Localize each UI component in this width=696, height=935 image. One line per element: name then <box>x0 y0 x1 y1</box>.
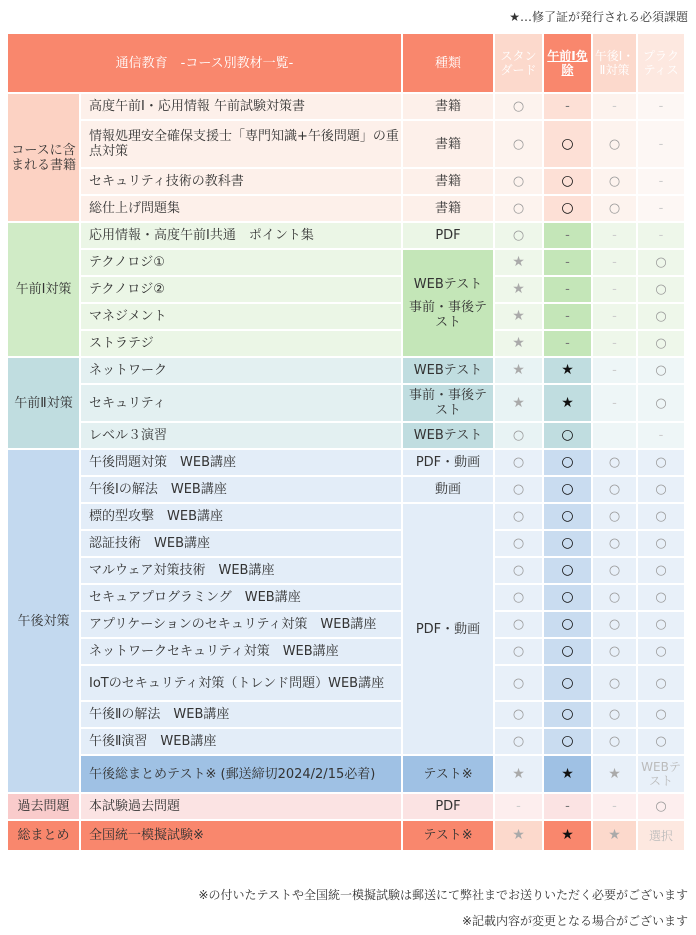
mark-practice: - <box>638 223 684 248</box>
mark-am1-exempt: ○ <box>544 702 591 727</box>
mark-standard: ★ <box>495 277 542 302</box>
mark-pm: ○ <box>593 531 636 556</box>
mark-practice: ○ <box>638 666 684 700</box>
mark-am1-exempt: ○ <box>544 196 591 221</box>
legend-note: ★…修了証が発行される必須課題 <box>509 10 688 24</box>
section-label-am2: 午前Ⅱ対策 <box>8 358 79 448</box>
mark-am1-exempt: ○ <box>544 612 591 637</box>
section-am2 <box>8 358 684 448</box>
mark-practice: ○ <box>638 558 684 583</box>
mark-pm: - <box>593 94 636 119</box>
mark-standard: ○ <box>495 585 542 610</box>
mark-am1-exempt: ○ <box>544 666 591 700</box>
material-type: 書籍 <box>403 121 493 167</box>
mark-pm: - <box>593 277 636 302</box>
mark-am1-exempt: - <box>544 331 591 356</box>
table-row-item: 情報処理安全確保支援士「専門知識+午後問題」の重点対策 <box>81 121 401 167</box>
mark-practice: - <box>638 196 684 221</box>
table-row-item: 認証技術 WEB講座 <box>81 531 401 556</box>
header-pm: 午後Ⅰ・Ⅱ対策 <box>593 34 636 92</box>
table-row-item: セキュリティ <box>81 385 401 421</box>
mark-am1-exempt: - <box>544 277 591 302</box>
mark-standard: ○ <box>495 504 542 529</box>
mark-am1-exempt: ○ <box>544 639 591 664</box>
mark-pm: ★ <box>593 821 636 850</box>
table-row-item: テクノロジ② <box>81 277 401 302</box>
mark-standard: ★ <box>495 821 542 850</box>
table-row-item: セキュリティ技術の教科書 <box>81 169 401 194</box>
mark-practice: ○ <box>638 277 684 302</box>
header-am1-exempt: 午前Ⅰ免除 <box>544 34 591 92</box>
mark-practice: 選択 <box>638 821 684 850</box>
header-type: 種類 <box>403 34 493 92</box>
mark-standard: ○ <box>495 531 542 556</box>
table-row-item: 総仕上げ問題集 <box>81 196 401 221</box>
material-type: 事前・事後テスト <box>403 385 493 421</box>
header-course: 通信教育 -コース別教材一覧- <box>8 34 401 92</box>
mark-standard: ○ <box>495 666 542 700</box>
mark-pm: ○ <box>593 450 636 475</box>
mark-standard: ○ <box>495 612 542 637</box>
mark-am1-exempt: ★ <box>544 358 591 383</box>
mark-pm: ○ <box>593 558 636 583</box>
table-row-item: 午後Ⅱ演習 WEB講座 <box>81 729 401 754</box>
table-row-item: ストラテジ <box>81 331 401 356</box>
mark-standard: ○ <box>495 639 542 664</box>
table-row-item: マネジメント <box>81 304 401 329</box>
material-type: PDF <box>403 794 493 819</box>
mark-standard: ○ <box>495 169 542 194</box>
mark-am1-exempt: - <box>544 304 591 329</box>
table-row-item: 標的型攻撃 WEB講座 <box>81 504 401 529</box>
mark-practice: ○ <box>638 385 684 421</box>
mark-standard: ○ <box>495 729 542 754</box>
mark-practice: ○ <box>638 612 684 637</box>
mark-am1-exempt: ★ <box>544 385 591 421</box>
mark-practice: - <box>638 94 684 119</box>
mark-pm: - <box>593 358 636 383</box>
table-row-item: レベル３演習 <box>81 423 401 448</box>
material-type: 動画 <box>403 477 493 502</box>
mark-pm: - <box>593 331 636 356</box>
mark-am1-exempt: - <box>544 794 591 819</box>
mark-standard: ★ <box>495 756 542 792</box>
mark-pm: - <box>593 304 636 329</box>
mark-am1-exempt: ○ <box>544 169 591 194</box>
footnote-change: ※記載内容が変更となる場合がございます <box>461 914 688 928</box>
mark-standard: ★ <box>495 331 542 356</box>
mark-am1-exempt: ○ <box>544 423 591 448</box>
table-row-item: 全国統一模擬試験※ <box>81 821 401 850</box>
mark-pm: ○ <box>593 169 636 194</box>
mark-pm: - <box>593 250 636 275</box>
mark-pm: - <box>593 385 636 421</box>
mark-am1-exempt: - <box>544 223 591 248</box>
material-type: PDF・動画 <box>403 450 493 475</box>
material-type-shared: PDF・動画 <box>403 504 493 754</box>
mark-pm: - <box>593 223 636 248</box>
mark-practice: ○ <box>638 639 684 664</box>
table-row-item: アプリケーションのセキュリティ対策 WEB講座 <box>81 612 401 637</box>
material-type: 書籍 <box>403 169 493 194</box>
section-label-am1: 午前Ⅰ対策 <box>8 223 79 356</box>
mark-pm: ○ <box>593 612 636 637</box>
mark-standard: ★ <box>495 358 542 383</box>
mark-standard: ★ <box>495 385 542 421</box>
section-pm <box>8 450 684 792</box>
mark-pm: ○ <box>593 585 636 610</box>
mark-pm: - <box>593 794 636 819</box>
section-past <box>8 794 684 819</box>
mark-practice: ○ <box>638 585 684 610</box>
mark-am1-exempt: ★ <box>544 756 591 792</box>
table-row-item: セキュアプログラミング WEB講座 <box>81 585 401 610</box>
section-am1 <box>8 223 684 356</box>
table-row-item: 午後総まとめテスト※ (郵送締切2024/2/15必着) <box>81 756 401 792</box>
mark-pm: ○ <box>593 504 636 529</box>
mark-practice: ○ <box>638 729 684 754</box>
mark-standard: - <box>495 794 542 819</box>
mark-standard: ○ <box>495 450 542 475</box>
mark-standard: ○ <box>495 196 542 221</box>
mark-pm: ○ <box>593 121 636 167</box>
mark-pm: ○ <box>593 666 636 700</box>
table-row-item: 応用情報・高度午前Ⅰ共通 ポイント集 <box>81 223 401 248</box>
mark-practice: ○ <box>638 331 684 356</box>
section-label-past: 過去問題 <box>8 794 79 819</box>
mark-pm: ○ <box>593 639 636 664</box>
header-practice: プラクティス <box>638 34 684 92</box>
mark-am1-exempt: ○ <box>544 531 591 556</box>
material-type: WEBテスト <box>403 358 493 383</box>
mark-am1-exempt: ○ <box>544 504 591 529</box>
mark-pm: ○ <box>593 729 636 754</box>
mark-am1-exempt: ★ <box>544 821 591 850</box>
mark-am1-exempt: - <box>544 94 591 119</box>
material-type: テスト※ <box>403 756 493 792</box>
mark-practice: WEBテスト <box>638 756 684 792</box>
table-row-item: テクノロジ① <box>81 250 401 275</box>
material-type: テスト※ <box>403 821 493 850</box>
course-material-table <box>6 32 686 852</box>
mark-standard: ○ <box>495 94 542 119</box>
mark-pm: ○ <box>593 196 636 221</box>
mark-practice: ○ <box>638 477 684 502</box>
mark-pm: ★ <box>593 756 636 792</box>
material-type: WEBテスト <box>403 423 493 448</box>
table-row-item: ネットワーク <box>81 358 401 383</box>
table-row-item: IoTのセキュリティ対策（トレンド問題）WEB講座 <box>81 666 401 700</box>
mark-standard: ○ <box>495 423 542 448</box>
table-row-item: 高度午前Ⅰ・応用情報 午前試験対策書 <box>81 94 401 119</box>
section-books <box>8 94 684 221</box>
material-type: 書籍 <box>403 196 493 221</box>
mark-standard: ○ <box>495 121 542 167</box>
table-row-item: 午後問題対策 WEB講座 <box>81 450 401 475</box>
table-row-item: 午後Ⅰの解法 WEB講座 <box>81 477 401 502</box>
mark-practice: - <box>638 423 684 448</box>
mark-pm: ○ <box>593 477 636 502</box>
section-label-books: コースに含まれる書籍 <box>8 94 79 221</box>
material-type: PDF <box>403 223 493 248</box>
mark-practice: - <box>638 121 684 167</box>
mark-am1-exempt: ○ <box>544 585 591 610</box>
material-type-web-label: WEBテスト <box>413 276 483 292</box>
mark-pm: ○ <box>593 702 636 727</box>
footnote-mail: ※の付いたテストや全国統一模擬試験は郵送にて弊社までお送りいただく必要がございます <box>198 888 688 902</box>
mark-am1-exempt: ○ <box>544 121 591 167</box>
mark-practice: ○ <box>638 794 684 819</box>
mark-am1-exempt: - <box>544 250 591 275</box>
mark-practice: ○ <box>638 450 684 475</box>
material-type: 書籍 <box>403 94 493 119</box>
mark-am1-exempt: ○ <box>544 558 591 583</box>
mark-standard: ★ <box>495 304 542 329</box>
mark-am1-exempt: ○ <box>544 477 591 502</box>
section-label-pm: 午後対策 <box>8 450 79 792</box>
material-type-web <box>403 250 493 356</box>
mark-am1-exempt: ○ <box>544 450 591 475</box>
mark-standard: ○ <box>495 223 542 248</box>
mark-practice: ○ <box>638 250 684 275</box>
table-row-item: 本試験過去問題 <box>81 794 401 819</box>
mark-practice: ○ <box>638 504 684 529</box>
table-row-item: ネットワークセキュリティ対策 WEB講座 <box>81 639 401 664</box>
mark-pm <box>593 423 636 448</box>
mark-standard: ○ <box>495 477 542 502</box>
section-final <box>8 821 684 850</box>
mark-practice: - <box>638 169 684 194</box>
material-type-pre-post-label: 事前・事後テスト <box>408 299 487 330</box>
section-label-final: 総まとめ <box>8 821 79 850</box>
mark-standard: ★ <box>495 250 542 275</box>
mark-practice: ○ <box>638 358 684 383</box>
table-row-item: 午後Ⅱの解法 WEB講座 <box>81 702 401 727</box>
header-standard: スタンダード <box>495 34 542 92</box>
mark-practice: ○ <box>638 304 684 329</box>
mark-practice: ○ <box>638 702 684 727</box>
mark-am1-exempt: ○ <box>544 729 591 754</box>
table-row-item: マルウェア対策技術 WEB講座 <box>81 558 401 583</box>
mark-practice: ○ <box>638 531 684 556</box>
mark-standard: ○ <box>495 558 542 583</box>
mark-standard: ○ <box>495 702 542 727</box>
